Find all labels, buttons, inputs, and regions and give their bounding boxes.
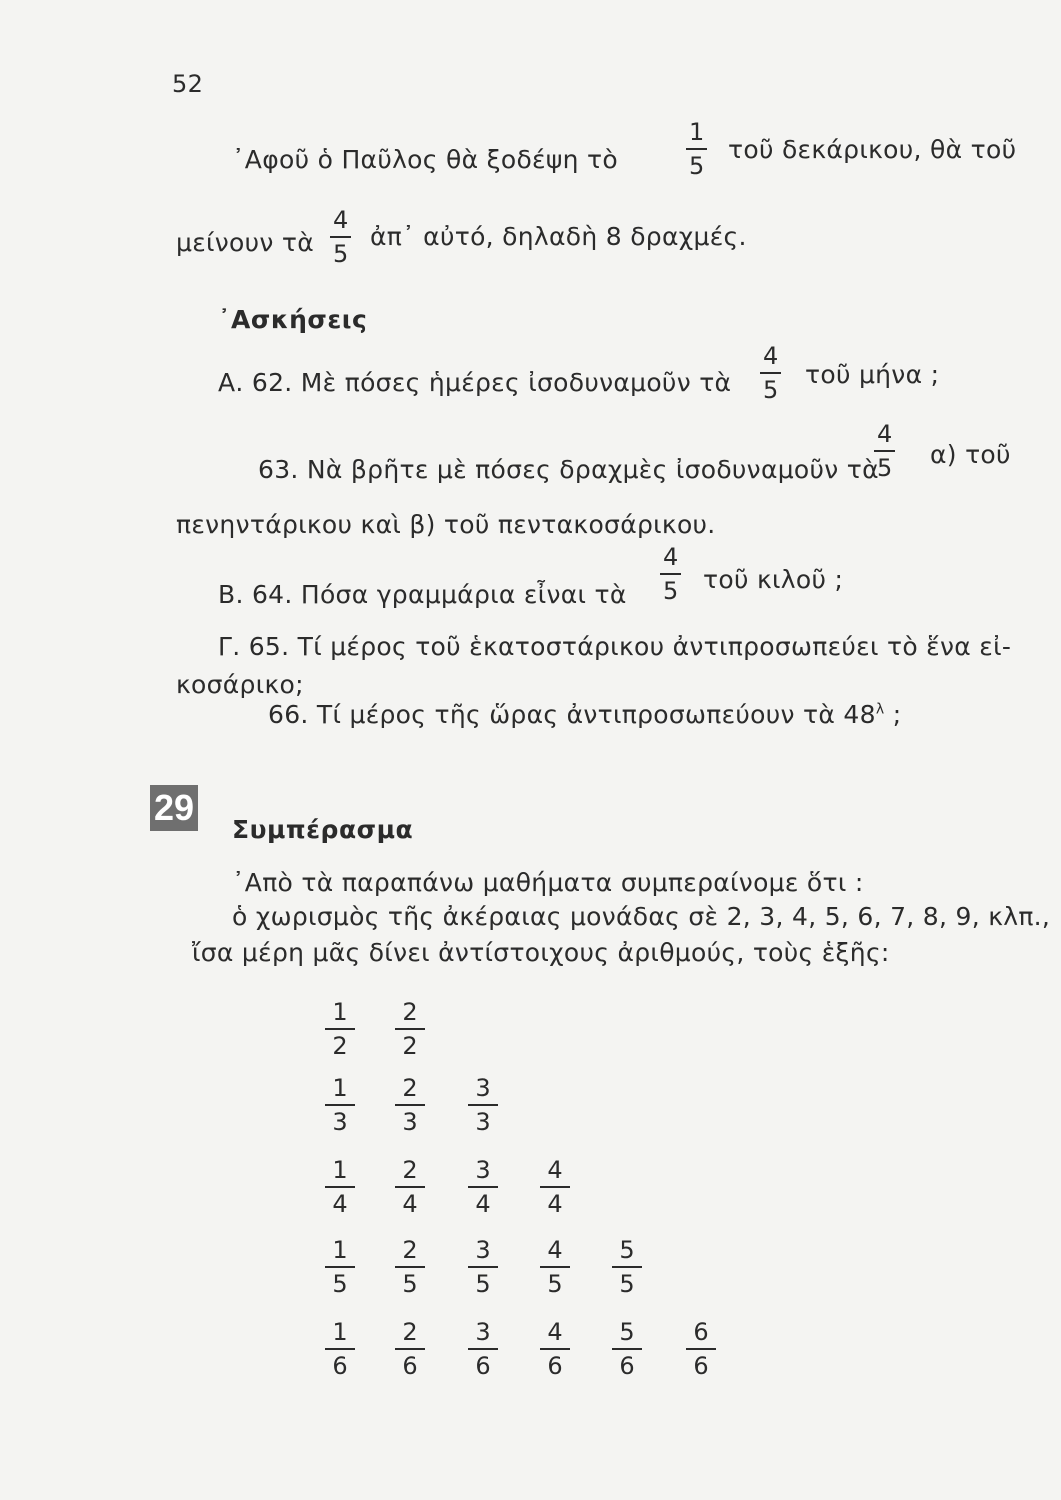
exercise-66-superscript: λ [875, 701, 885, 718]
fraction-numerator: 3 [475, 1236, 491, 1264]
table-fraction [612, 1238, 642, 1296]
fraction-denominator: 5 [402, 1269, 418, 1298]
exercise-64-end: τοῦ κιλοῦ ; [703, 565, 844, 594]
fraction-numerator: 1 [332, 998, 348, 1026]
fraction-denominator: 5 [619, 1269, 635, 1298]
table-fraction [468, 1238, 498, 1296]
fraction-denominator: 6 [475, 1351, 491, 1380]
exercise-63-line2: πενηντάρικου καὶ β) τοῦ πεντακοσάρικου. [176, 510, 716, 539]
table-fraction [468, 1158, 498, 1216]
table-fraction [395, 1238, 425, 1296]
fraction-denominator: 5 [332, 1269, 348, 1298]
exercises-heading: ᾿Ασκήσεις [218, 305, 368, 334]
exercise-65-line1: Γ. 65. Τί μέρος τοῦ ἑκατοστάρικου ἀντιπροσωπεύει τὸ ἕνα εἰ- [218, 632, 1012, 661]
fraction-denominator: 6 [693, 1351, 709, 1380]
fraction-numerator: 4 [547, 1236, 563, 1264]
fraction-denominator: 6 [619, 1351, 635, 1380]
fraction-denominator: 4 [475, 1189, 491, 1218]
table-fraction [325, 1000, 355, 1058]
table-fraction [395, 1000, 425, 1058]
exercise-64: Β. 64. Πόσα γραμμάρια εἶναι τὰ [218, 580, 627, 609]
table-fraction [540, 1238, 570, 1296]
table-fraction [325, 1076, 355, 1134]
fraction-denominator: 5 [663, 576, 679, 605]
fraction-numerator: 4 [877, 420, 893, 448]
fraction-denominator: 2 [332, 1031, 348, 1060]
fraction-numerator: 3 [475, 1156, 491, 1184]
fraction-numerator: 4 [547, 1318, 563, 1346]
page-number: 52 [172, 70, 204, 98]
table-fraction [325, 1158, 355, 1216]
table-fraction [468, 1076, 498, 1134]
fraction-numerator: 5 [619, 1318, 635, 1346]
fraction-numerator: 4 [333, 206, 349, 234]
fraction-numerator: 4 [547, 1156, 563, 1184]
fraction-numerator: 4 [663, 543, 679, 571]
fraction-denominator: 4 [332, 1189, 348, 1218]
fraction-denominator: 5 [547, 1269, 563, 1298]
table-fraction [325, 1320, 355, 1378]
conclusion-line3: ἴσα μέρη μᾶς δίνει ἀντίστοιχους ἀριθμούς, τοὺς ἑξῆς: [192, 938, 890, 967]
fraction-denominator: 5 [763, 375, 779, 404]
table-fraction [686, 1320, 716, 1378]
exercise-63-end: α) τοῦ [930, 440, 1011, 469]
fraction-numerator: 3 [475, 1318, 491, 1346]
intro-fraction-2 [330, 208, 351, 266]
exercise-66-text: 66. Τί μέρος τῆς ὥρας ἀντιπροσωπεύουν τὰ 48 [268, 700, 876, 729]
fraction-denominator: 5 [877, 453, 893, 482]
fraction-numerator: 2 [402, 1156, 418, 1184]
exercise-66-end: ; [892, 700, 902, 729]
section-number-badge: 29 [150, 785, 198, 831]
fraction-denominator: 6 [402, 1351, 418, 1380]
table-fraction [612, 1320, 642, 1378]
table-fraction [395, 1320, 425, 1378]
fraction-numerator: 2 [402, 1318, 418, 1346]
table-fraction [395, 1158, 425, 1216]
table-fraction [325, 1238, 355, 1296]
exercise-62-end: τοῦ μήνα ; [805, 360, 940, 389]
exercise-64-fraction [660, 545, 681, 603]
fraction-denominator: 3 [475, 1107, 491, 1136]
exercise-65-line2: κοσάρικο; [176, 670, 304, 699]
fraction-denominator: 6 [332, 1351, 348, 1380]
fraction-denominator: 4 [402, 1189, 418, 1218]
intro-line1-end: τοῦ δεκάρικου, θὰ τοῦ [728, 135, 1017, 164]
table-fraction [395, 1076, 425, 1134]
table-fraction [540, 1320, 570, 1378]
conclusion-line2: ὁ χωρισμὸς τῆς ἀκέραιας μονάδας σὲ 2, 3, 4, 5, 6, 7, 8, 9, κλπ., [232, 902, 1051, 931]
fraction-denominator: 5 [475, 1269, 491, 1298]
fraction-numerator: 1 [332, 1156, 348, 1184]
intro-line2-end: ἀπ᾿ αὐτό, δηλαδὴ 8 δραχμές. [370, 222, 747, 251]
fraction-denominator: 4 [547, 1189, 563, 1218]
exercise-63-fraction [874, 422, 895, 480]
fraction-numerator: 1 [689, 118, 705, 146]
fraction-numerator: 2 [402, 1074, 418, 1102]
intro-fraction-1 [686, 120, 707, 178]
fraction-numerator: 2 [402, 1236, 418, 1264]
fraction-denominator: 3 [402, 1107, 418, 1136]
fraction-numerator: 1 [332, 1236, 348, 1264]
fraction-numerator: 2 [402, 998, 418, 1026]
fraction-numerator: 1 [332, 1074, 348, 1102]
table-fraction [540, 1158, 570, 1216]
intro-line2-start: μείνουν τὰ [176, 228, 315, 257]
fraction-denominator: 3 [332, 1107, 348, 1136]
fraction-numerator: 4 [763, 342, 779, 370]
fraction-denominator: 5 [689, 151, 705, 180]
fraction-denominator: 6 [547, 1351, 563, 1380]
exercise-63: 63. Νὰ βρῆτε μὲ πόσες δραχμὲς ἰσοδυναμοῦν τὰ [258, 455, 879, 484]
fraction-denominator: 2 [402, 1031, 418, 1060]
fraction-numerator: 5 [619, 1236, 635, 1264]
fraction-denominator: 5 [333, 239, 349, 268]
table-fraction [468, 1320, 498, 1378]
fraction-numerator: 6 [693, 1318, 709, 1346]
exercise-66 [268, 700, 901, 729]
intro-line1-start: ᾿Αφοῦ ὁ Παῦλος θὰ ξοδέψη τὸ [232, 145, 618, 174]
exercise-62: Α. 62. Μὲ πόσες ἡμέρες ἰσοδυναμοῦν τὰ [218, 368, 732, 397]
conclusion-line1: ᾿Απὸ τὰ παραπάνω μαθήματα συμπεραίνομε ὅτι : [232, 868, 864, 897]
fraction-numerator: 3 [475, 1074, 491, 1102]
exercise-62-fraction [760, 344, 781, 402]
section-title: Συμπέρασμα [232, 815, 414, 844]
fraction-numerator: 1 [332, 1318, 348, 1346]
